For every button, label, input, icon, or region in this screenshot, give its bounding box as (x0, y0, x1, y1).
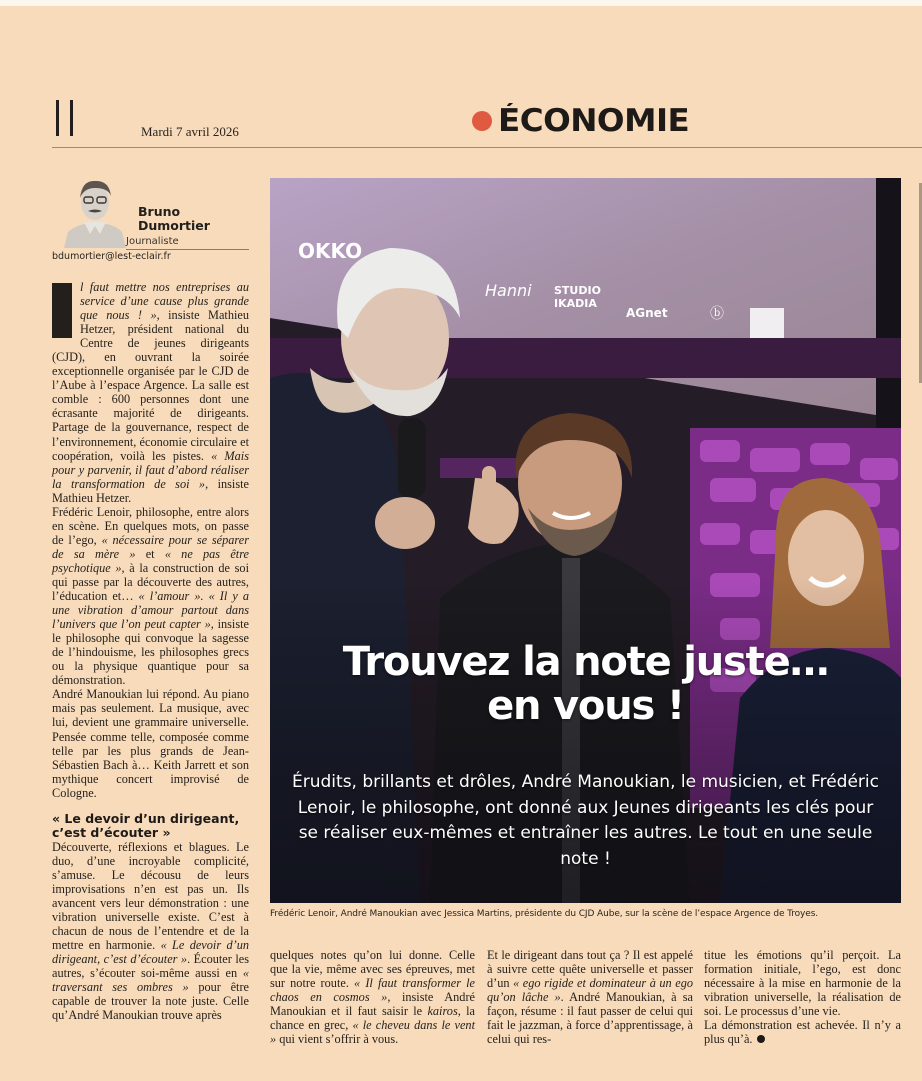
article-column-1 (52, 280, 249, 1022)
paragraph-intro: l faut mettre nos entreprises au service d’une cause plus grande que nous ! », insiste Mathieu Hetzer, président national du Centre de jeunes dirigeants (CJD), en ouvrant la soirée exceptionnelle organisée par le CJD de l’Aube à l’espace Argence. La salle est comble : 600 personnes dont une écrasante majorité de dirigeants. Partage de la gouvernance, respect de l’environnement, économie circulaire et coopération, voilà les pistes. « Mais pour y parvenir, il faut d’abord réaliser la transformation de soi », insiste Mathieu Hetzer. (52, 280, 250, 505)
photo-caption: Frédéric Lenoir, André Manoukian avec Jessica Martins, présidente du CJD Aube, sur la scène de l’espace Argence de Troyes. (270, 909, 819, 919)
paragraph-lenoir: Frédéric Lenoir, philosophe, entre alors en scène. En quelques mots, on passe de l’ego, « nécessaire pour se séparer de sa mère » et « ne pas être psychotique », à la construction de soi qui passe par la découverte des autres, l’éducation et… « l’amour ». « Il y a une vibration d’amour partout dans l’univers que l’on peut capter », insiste le philosophe qui convoque la sagesse de l’hindouisme, les philosophes grecs ou la physique quantique pour sa démonstration. (52, 504, 249, 688)
paragraph-duo: Découverte, réflexions et blagues. Le duo, d’une incroyable complicité, s’amuse. Le décousu de leurs improvisations n’en est pas un. Ils avancent vers leur démonstration : une vibration universelle existe. C’est à chacun de nous de l’entendre et de la mettre en harmonie. « Le devoir d’un dirigeant, c’est d’écouter ». Écouter les autres, s’écouter soi-même aussi en « traversant ses ombres » pour être capable de trouver la note juste. Celle qu’André Manoukian trouve après (52, 839, 249, 1023)
author-role: Journaliste (126, 236, 179, 247)
end-of-article-icon (757, 1035, 765, 1043)
author-name: Bruno Dumortier (138, 204, 210, 233)
author-portrait-icon (64, 176, 126, 248)
paragraph-manoukian: André Manoukian lui répond. Au piano mais pas seulement. La musique, avec lui, devient une grammaire universelle. Pensée comme telle, composée comme telle par les plus grands de Jean-Sébastien Bach à… Keith Jarrett et son mythique concert improvisé de Cologne. (52, 687, 249, 800)
page-number-mark (56, 100, 76, 136)
dropcap-i (52, 283, 72, 338)
paragraph-dirigeant: Et le dirigeant dans tout ça ? Il est appelé à suivre cette quête universelle et passer d’un « ego rigide et dominateur à un ego qu’on lâche ». André Manoukian, à sa façon, résume : il faut passer de celui qui fait le jazzman, à force d’apprentissage, à celui qui res- (487, 948, 693, 1047)
page-top-margin (0, 0, 922, 6)
article-headline: Trouvez la note juste… en vous ! (342, 639, 829, 729)
paragraph-ego: titue les émotions qu’il perçoit. La formation initiale, l’ego, est donc nécessaire à la mise en harmonie de la vibration universelle, la réalisation de soi. Le processus d’une vie. (704, 948, 901, 1019)
article-subhead: « Le devoir d’un dirigeant, c’est d’écouter » (52, 810, 240, 840)
issue-date: Mardi 7 avril 2026 (141, 124, 239, 139)
section-dot-icon (472, 111, 492, 131)
article-column-3 (487, 948, 693, 1046)
article-column-2 (270, 948, 475, 1046)
paragraph-kairos: quelques notes qu’on lui donne. Celle que la vie, même avec ses épreuves, met sur notre route. « Il faut transformer le chaos en cosmos », insiste André Manoukian et il faut saisir le kairos, la chance en grec, « le cheveu dans le vent » qui vient s’offrir à vous. (270, 948, 475, 1047)
author-byline (60, 176, 250, 250)
header-divider (52, 147, 922, 148)
article-photo (270, 178, 901, 903)
article-standfirst: Érudits, brillants et drôles, André Manoukian, le musicien, et Frédéric Lenoir, le philosophe, ont donné aux Jeunes dirigeants les clés pour se réaliser eux-mêmes et entraîner les autres. Le tout en une seule note ! (292, 772, 879, 869)
author-divider (126, 249, 249, 250)
author-email-link[interactable]: bdumortier@lest-eclair.fr (52, 251, 171, 262)
paragraph-conclusion: La démonstration est achevée. Il n’y a plus qu’à. (704, 1018, 901, 1047)
section-label: ÉCONOMIE (498, 103, 690, 139)
article-column-4 (704, 948, 901, 1046)
section-title (472, 103, 690, 139)
